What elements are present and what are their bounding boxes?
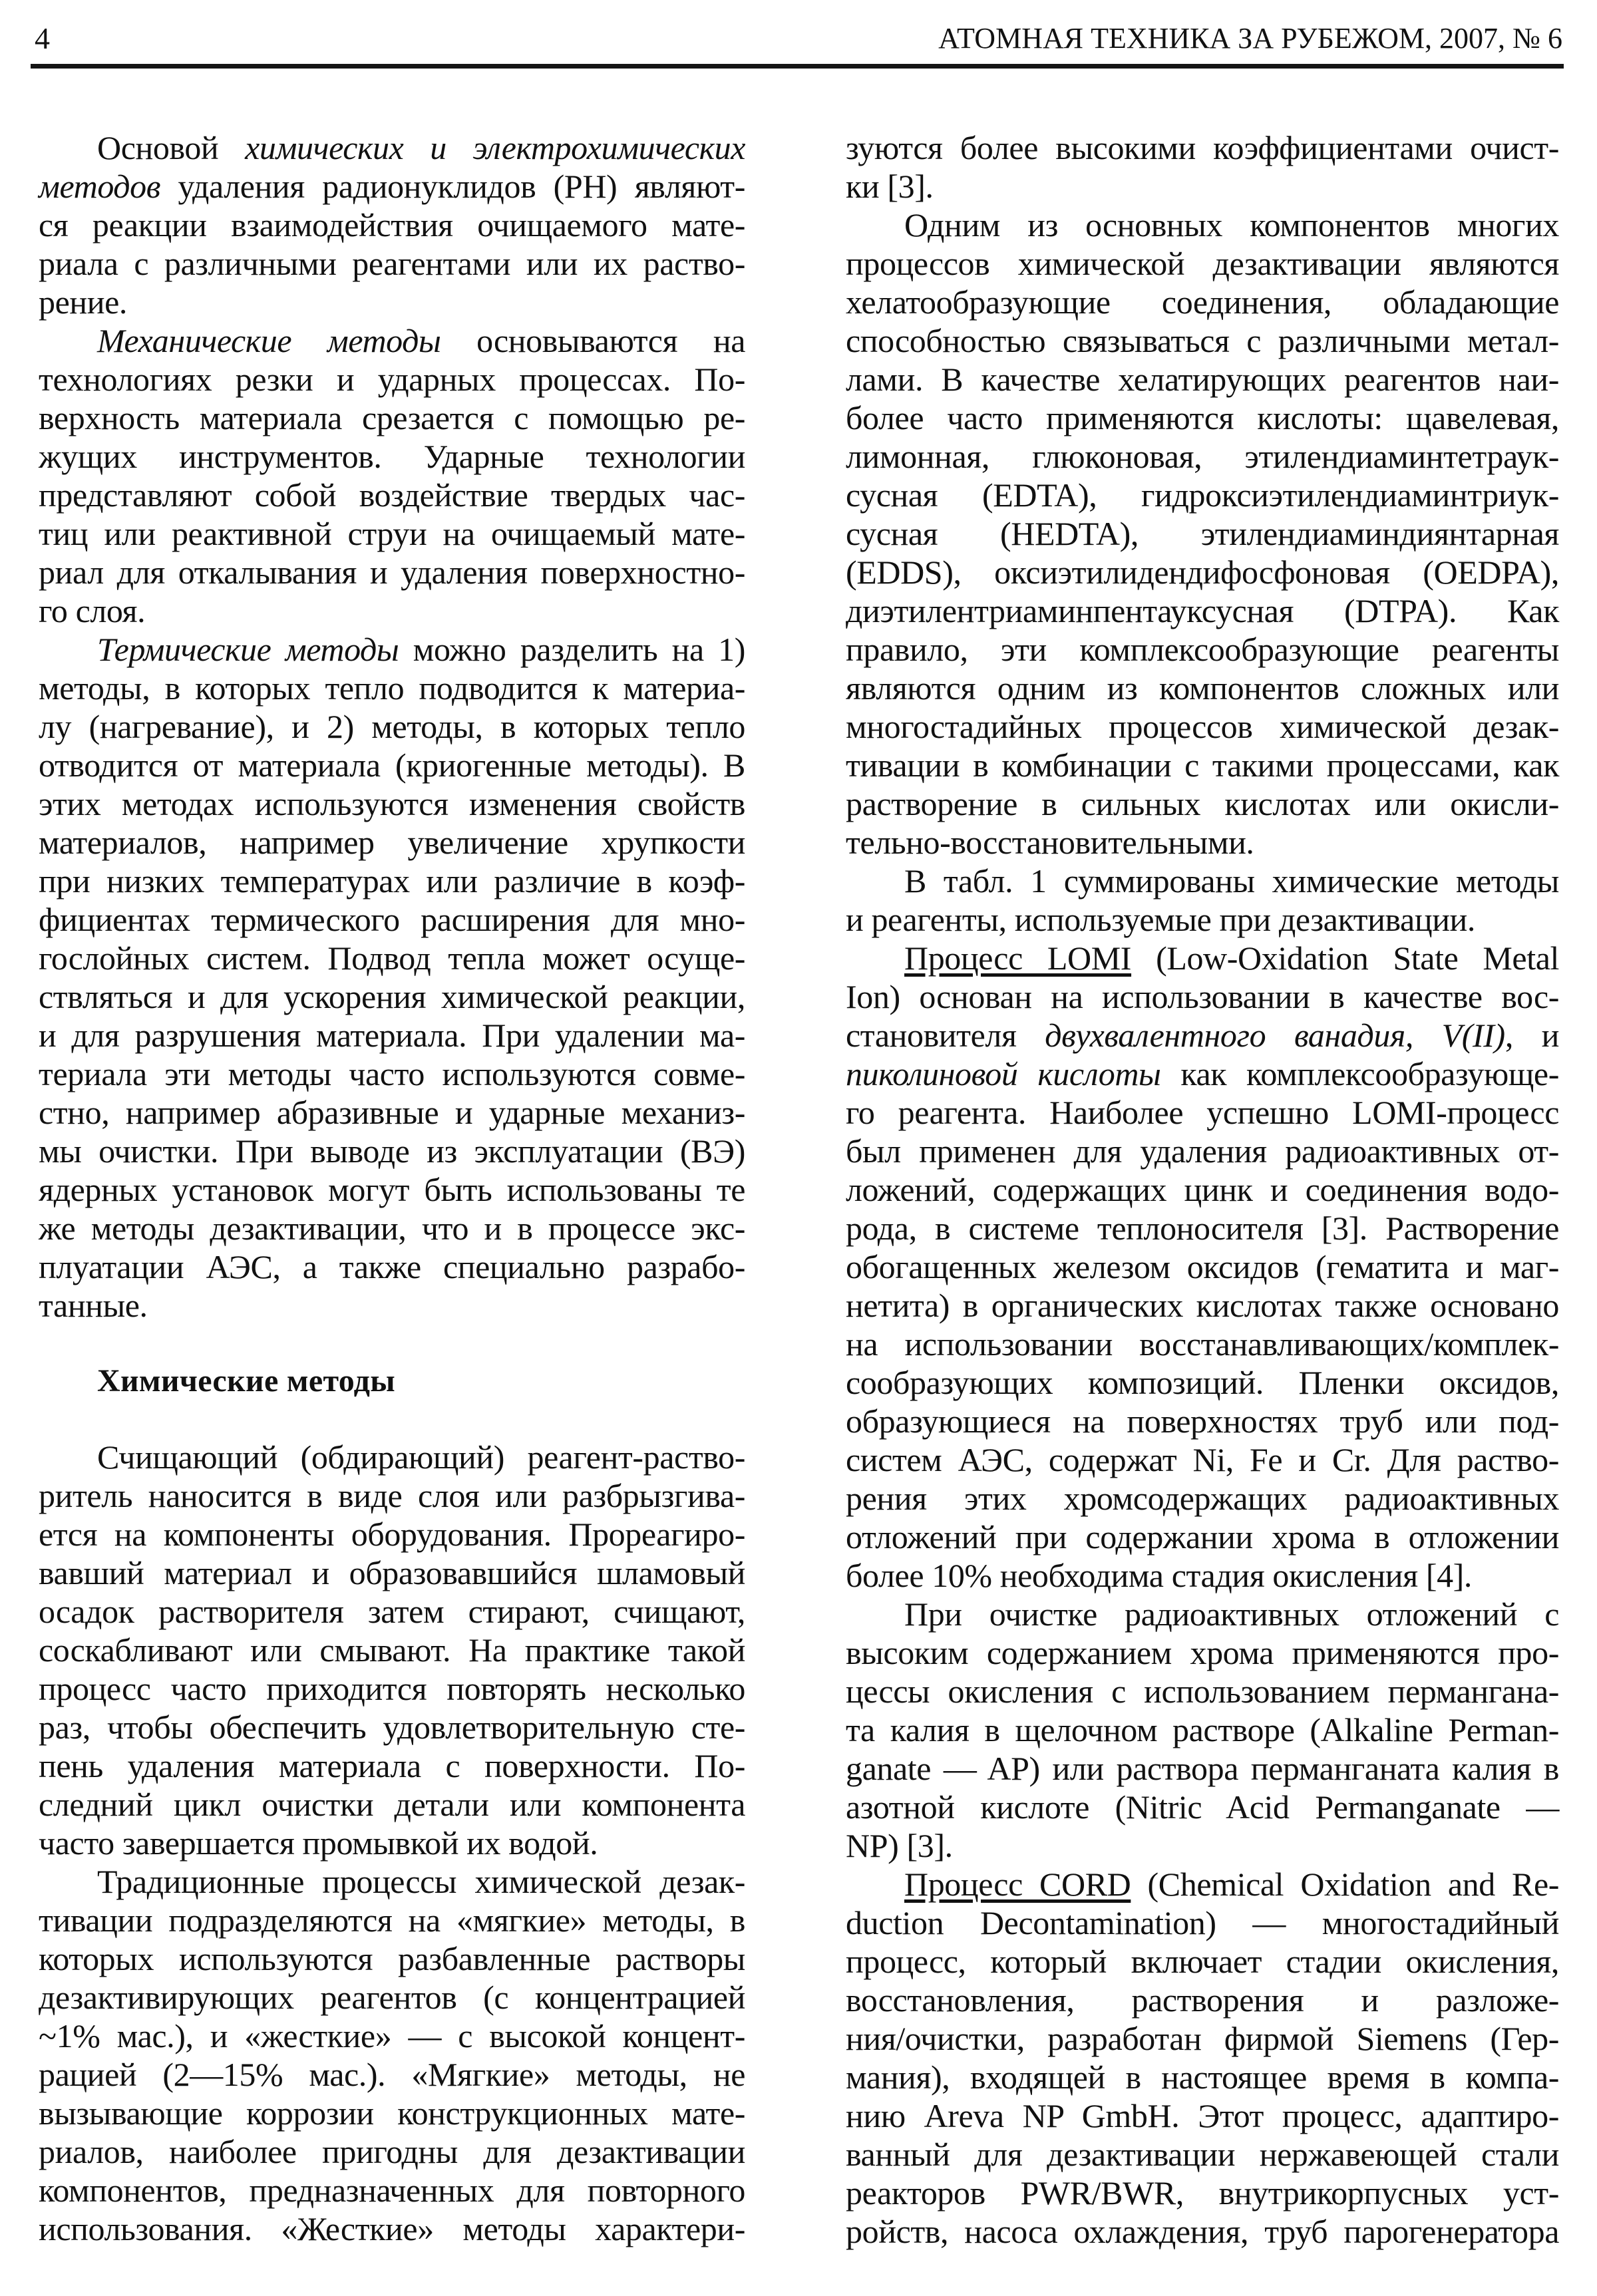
text-run: та калия в щелочном растворе (Alkaline Perman-: [846, 1711, 1559, 1748]
text-run: вызывающие коррозии конструкционных мате-: [39, 2094, 745, 2132]
text-run: многостадийных процессов химической дезак-: [846, 708, 1559, 745]
text-run: и для разрушения материала. При удалении ма-: [39, 1017, 745, 1054]
text-run: ния/очистки, разработан фирмой Siemens (Гер-: [846, 2020, 1559, 2057]
text-run: (EDDS), оксиэтилидендифосфоновая (OEDPA),: [846, 554, 1559, 591]
italic-term: пиколиновой кислоты: [846, 1055, 1161, 1092]
text-run: реакторов PWR/BWR, внутрикорпусных уст-: [846, 2174, 1559, 2212]
text-line: [846, 1672, 1559, 1711]
paragraph: [39, 630, 745, 1325]
text-line: [846, 1711, 1559, 1749]
paragraph: [846, 128, 1559, 206]
text-run: duction Decontamination) — многостадийный: [846, 1904, 1559, 1941]
text-run: более 10% необходима стадия окисления [4].: [846, 1557, 1473, 1594]
text-line: [846, 1633, 1559, 1672]
text-line: [846, 2212, 1559, 2251]
text-run: отводится от материала (криогенные методы). В: [39, 746, 745, 784]
text-run: технологиях резки и ударных процессах. По-: [39, 361, 745, 398]
text-run: рения этих хромсодержащих радиоактивных: [846, 1480, 1559, 1517]
text-run: ройств, насоса охлаждения, труб парогенератора: [846, 2213, 1559, 2250]
text-run: верхность материала срезается с помощью ре-: [39, 399, 745, 436]
text-line: [846, 1363, 1559, 1402]
text-run: плуатации АЭС, а также специально разрабо-: [39, 1248, 745, 1285]
text-run: правило, эти комплексообразующие реагенты: [846, 631, 1559, 668]
text-line: [39, 1978, 745, 2017]
text-run: , и: [1505, 1017, 1559, 1054]
text-run: тивации подразделяются на «мягкие» методы, в: [39, 1901, 745, 1939]
text-line: [846, 476, 1559, 514]
text-line: [846, 630, 1559, 669]
text-line: [846, 167, 1559, 206]
text-line: [846, 784, 1559, 823]
text-line: [39, 476, 745, 514]
text-line: [846, 1981, 1559, 2019]
text-line: [846, 1286, 1559, 1325]
text-line: [846, 900, 1559, 939]
text-run: сусная (HEDTA), этилендиаминдиянтарная: [846, 515, 1559, 552]
paragraph: [39, 321, 745, 630]
text-line: [39, 1746, 745, 1785]
text-run: ки [3].: [846, 168, 934, 205]
underlined-term: Процесс LOMI: [904, 939, 1132, 977]
text-run: Ion) основан на использовании в качестве вос-: [846, 978, 1559, 1015]
text-line: [846, 1093, 1559, 1132]
text-run: вавший материал и образовавшийся шламовый: [39, 1554, 745, 1591]
text-run: систем АЭС, содержат Ni, Fe и Cr. Для раство-: [846, 1441, 1559, 1478]
text-line: [846, 437, 1559, 476]
text-run: образующиеся на поверхностях труб или под-: [846, 1402, 1559, 1440]
text-run: Счищающий (обдирающий) реагент-раство-: [97, 1438, 745, 1476]
text-line: [39, 977, 745, 1016]
text-line: [39, 2094, 745, 2132]
paragraph: [846, 1865, 1559, 2251]
text-line: [846, 1402, 1559, 1440]
text-run: материалов, например увеличение хрупкости: [39, 824, 745, 861]
text-line: [846, 1016, 1559, 1055]
text-run: методы, в которых тепло подводится к материа-: [39, 669, 745, 707]
text-line: [39, 1247, 745, 1286]
text-run: лу (нагревание), и 2) методы, в которых тепло: [39, 708, 745, 745]
text-line: [846, 2174, 1559, 2212]
text-run: диэтилентриаминпентауксусная (DTPA). Как: [846, 592, 1559, 629]
text-line: [846, 1325, 1559, 1363]
text-run: использования. «Жесткие» методы характери-: [39, 2210, 745, 2247]
text-run: сообразующих композиций. Пленки оксидов,: [846, 1364, 1559, 1401]
text-run: становителя: [846, 1017, 1045, 1054]
text-run: риалов, наиболее пригодны для дезактивации: [39, 2133, 745, 2170]
italic-term: химических и электрохимических: [245, 129, 745, 166]
text-line: [846, 707, 1559, 746]
text-line: [39, 1476, 745, 1515]
text-line: [39, 862, 745, 900]
right-column: [846, 128, 1559, 2251]
italic-term: Термические методы: [97, 631, 399, 668]
text-line: [39, 1016, 745, 1055]
text-run: соскабливают или смывают. На практике такой: [39, 1631, 745, 1669]
text-run: рода, в системе теплоносителя [3]. Растворение: [846, 1210, 1559, 1247]
text-run: лами. В качестве хелатирующих реагентов наи-: [846, 361, 1559, 398]
text-run: ется на компоненты оборудования. Прореагиро-: [39, 1516, 745, 1553]
text-run: растворение в сильных кислотах или окисли-: [846, 785, 1559, 822]
text-line: [846, 1170, 1559, 1209]
text-line: [846, 2135, 1559, 2174]
text-line: [39, 1515, 745, 1554]
text-run: риал для откалывания и удаления поверхностно-: [39, 554, 745, 591]
section-heading: Химические методы: [97, 1363, 395, 1398]
text-run: жущих инструментов. Ударные технологии: [39, 438, 745, 475]
text-line: [846, 2019, 1559, 2058]
text-run: ванный для дезактивации нержавеющей стали: [846, 2136, 1559, 2173]
text-line: [846, 128, 1559, 167]
text-run: при низких температурах или различие в коэф-: [39, 862, 745, 900]
text-run: го слоя.: [39, 592, 146, 629]
text-line: [39, 669, 745, 707]
italic-term: двухвалентного ванадия, V(II): [1045, 1017, 1505, 1054]
text-line: [846, 1209, 1559, 1247]
text-run: ложений, содержащих цинк и соединения водо-: [846, 1171, 1559, 1208]
text-line: [39, 360, 745, 399]
text-run: NP) [3].: [846, 1827, 953, 1864]
text-line: [39, 206, 745, 244]
text-line: [846, 399, 1559, 437]
text-run: ядерных установок могут быть использованы те: [39, 1171, 745, 1208]
paragraph: [846, 1595, 1559, 1865]
text-run: териала эти методы часто используются совме-: [39, 1055, 745, 1092]
text-run: компонентов, предназначенных для повторного: [39, 2172, 745, 2209]
text-line: [39, 2171, 745, 2210]
paragraph: [39, 1862, 745, 2248]
text-run: (Chemical Oxidation and Re-: [1131, 1866, 1559, 1903]
italic-term: Механические методы: [97, 322, 441, 359]
text-line: [846, 977, 1559, 1016]
text-line: [846, 244, 1559, 283]
paragraph: [39, 1438, 745, 1862]
text-line: [39, 244, 745, 283]
text-line: [846, 1055, 1559, 1093]
text-line: [846, 283, 1559, 321]
text-line: [39, 1132, 745, 1170]
text-run: азотной кислоте (Nitric Acid Permanganate —: [846, 1788, 1559, 1826]
text-line: [39, 1901, 745, 1939]
text-run: тельно-восстановительными.: [846, 824, 1254, 861]
text-line: [39, 707, 745, 746]
text-line: [39, 900, 745, 939]
text-run: рение.: [39, 283, 128, 321]
text-run: нетита) в органических кислотах также основано: [846, 1287, 1559, 1324]
text-line: [39, 1209, 745, 1247]
text-line: [39, 128, 745, 167]
text-run: был применен для удаления радиоактивных от-: [846, 1132, 1559, 1170]
text-line: [39, 630, 745, 669]
text-line: [39, 399, 745, 437]
text-line: [846, 862, 1559, 900]
text-line: [39, 1785, 745, 1824]
text-run: нию Areva NP GmbH. Этот процесс, адаптиро-: [846, 2097, 1559, 2134]
text-run: обогащенных железом оксидов (гематита и маг-: [846, 1248, 1559, 1285]
text-line: [39, 2132, 745, 2171]
text-run: же методы дезактивации, что и в процессе экс-: [39, 1210, 745, 1247]
text-run: процессов химической дезактивации являются: [846, 245, 1559, 282]
text-run: осадок растворителя затем стирают, счищают,: [39, 1593, 745, 1630]
text-line: [846, 1826, 1559, 1865]
paragraph: [39, 128, 745, 321]
text-run: дезактивирующих реагентов (с концентрацией: [39, 1979, 745, 2016]
text-line: [846, 669, 1559, 707]
text-line: [39, 1093, 745, 1132]
text-line: [39, 437, 745, 476]
text-line: [846, 1247, 1559, 1286]
text-line: [846, 1788, 1559, 1826]
text-line: [39, 1055, 745, 1093]
text-line: [846, 1479, 1559, 1518]
text-run: этих методах используются изменения свойств: [39, 785, 745, 822]
text-run: и реагенты, используемые при дезактивации.: [846, 901, 1476, 938]
underlined-term: Процесс CORD: [904, 1866, 1131, 1903]
text-run: можно разделить на 1): [399, 631, 745, 668]
text-line: [39, 2017, 745, 2055]
text-line: [39, 1708, 745, 1746]
text-line: [846, 321, 1559, 360]
text-line: [39, 746, 745, 784]
text-line: [846, 823, 1559, 862]
text-line: [846, 1865, 1559, 1903]
text-run: рацией (2—15% мас.). «Мягкие» методы, не: [39, 2056, 745, 2093]
text-run: часто завершается промывкой их водой.: [39, 1824, 598, 1862]
text-run: восстановления, растворения и разложе-: [846, 1981, 1559, 2019]
text-run: как комплексообразующе-: [1160, 1055, 1559, 1092]
text-run: тивации в комбинации с такими процессами, как: [846, 746, 1559, 784]
text-run: которых используются разбавленные растворы: [39, 1940, 745, 1977]
left-column: [39, 128, 745, 2248]
text-run: пень удаления материала с поверхности. По-: [39, 1747, 745, 1784]
text-line: [39, 2210, 745, 2248]
text-run: стно, например абразивные и ударные механиз-: [39, 1094, 745, 1131]
text-run: удаления радионуклидов (РН) являют-: [160, 168, 745, 205]
text-run: зуются более высокими коэффициентами очист-: [846, 129, 1559, 166]
text-line: [846, 1942, 1559, 1981]
text-line: [39, 1438, 745, 1476]
text-run: высоким содержанием хрома применяются про-: [846, 1634, 1559, 1671]
page-number: 4: [35, 21, 50, 55]
text-line: [39, 1554, 745, 1592]
text-line: [846, 939, 1559, 977]
text-run: хелатообразующие соединения, обладающие: [846, 283, 1559, 321]
text-run: ствляться и для ускорения химической реакции,: [39, 978, 745, 1015]
text-line: [846, 746, 1559, 784]
text-line: [846, 1595, 1559, 1633]
text-run: основываются на: [441, 322, 745, 359]
text-run: представляют собой воздействие твердых час-: [39, 476, 745, 514]
text-run: ganate — AP) или раствора перманганата калия в: [846, 1750, 1559, 1787]
text-run: ся реакции взаимодействия очищаемого мате-: [39, 206, 745, 244]
text-run: При очистке радиоактивных отложений с: [904, 1595, 1559, 1633]
text-run: цессы окисления с использованием перманганa-: [846, 1673, 1559, 1710]
text-line: [39, 167, 745, 206]
text-line: [39, 1592, 745, 1631]
text-line: [39, 939, 745, 977]
text-line: [39, 1170, 745, 1209]
text-line: [846, 514, 1559, 553]
text-line: [39, 321, 745, 360]
text-run: более часто применяются кислоты: щавелевая,: [846, 399, 1559, 436]
paragraph: [846, 939, 1559, 1595]
text-line: [846, 591, 1559, 630]
header-rule: [31, 64, 1564, 69]
text-run: Традиционные процессы химической дезак-: [97, 1863, 745, 1900]
text-line: [846, 1518, 1559, 1556]
text-run: го реагента. Наиболее успешно LOMI-процесс: [846, 1094, 1559, 1131]
text-run: риала с различными реагентами или их раство-: [39, 245, 745, 282]
italic-term: методов: [39, 168, 161, 205]
text-run: лимонная, глюконовая, этилендиаминтетраук-: [846, 438, 1559, 475]
text-run: (Low-Oxidation State Metal: [1131, 939, 1559, 977]
text-run: мания), входящей в настоящее время в компа-: [846, 2058, 1559, 2096]
text-line: [39, 823, 745, 862]
text-run: на использовании восстанавливающих/комплек-: [846, 1325, 1559, 1363]
text-run: способностью связываться с различными метал-: [846, 322, 1559, 359]
text-run: гослойных систем. Подвод тепла может осуще-: [39, 939, 745, 977]
text-line: [846, 1903, 1559, 1942]
text-run: тиц или реактивной струи на очищаемый мате-: [39, 515, 745, 552]
text-run: являются одним из компонентов сложных или: [846, 669, 1559, 707]
text-line: [846, 1556, 1559, 1595]
text-line: [39, 591, 745, 630]
text-run: ритель наносится в виде слоя или разбрызгива-: [39, 1477, 745, 1514]
text-run: отложений при содержании хрома в отложении: [846, 1518, 1559, 1556]
text-line: [846, 2058, 1559, 2096]
paragraph: [846, 862, 1559, 939]
text-run: Одним из основных компонентов многих: [904, 206, 1559, 244]
text-line: [39, 514, 745, 553]
text-run: процесс часто приходится повторять несколько: [39, 1670, 745, 1707]
journal-running-title: АТОМНАЯ ТЕХНИКА ЗА РУБЕЖОМ, 2007, № 6: [938, 22, 1562, 55]
text-line: [39, 784, 745, 823]
text-line: [846, 2096, 1559, 2135]
paragraph: [846, 206, 1559, 862]
text-line: [846, 360, 1559, 399]
text-run: Основой: [97, 129, 246, 166]
text-run: сусная (EDTA), гидроксиэтилендиаминтриук-: [846, 476, 1559, 514]
text-run: процесс, который включает стадии окисления,: [846, 1943, 1559, 1980]
text-line: [846, 553, 1559, 591]
text-line: [39, 1862, 745, 1901]
text-run: танные.: [39, 1287, 148, 1324]
text-run: следний цикл очистки детали или компонента: [39, 1786, 745, 1823]
text-line: [39, 1286, 745, 1325]
text-line: [846, 206, 1559, 244]
text-run: раз, чтобы обеспечить удовлетворительную сте-: [39, 1709, 745, 1746]
text-line: [39, 1939, 745, 1978]
text-run: ~1% мас.), и «жесткие» — с высокой концент-: [39, 2017, 745, 2054]
text-line: [39, 1669, 745, 1708]
text-run: мы очистки. При выводе из эксплуатации (ВЭ): [39, 1132, 745, 1170]
text-line: [39, 2055, 745, 2094]
text-run: фициентах термического расширения для мно-: [39, 901, 745, 938]
text-line: [39, 1631, 745, 1669]
text-line: [39, 1824, 745, 1862]
text-run: В табл. 1 суммированы химические методы: [904, 862, 1559, 900]
text-line: [846, 1749, 1559, 1788]
text-line: [39, 553, 745, 591]
text-line: [846, 1132, 1559, 1170]
text-line: [39, 283, 745, 321]
text-line: [846, 1440, 1559, 1479]
